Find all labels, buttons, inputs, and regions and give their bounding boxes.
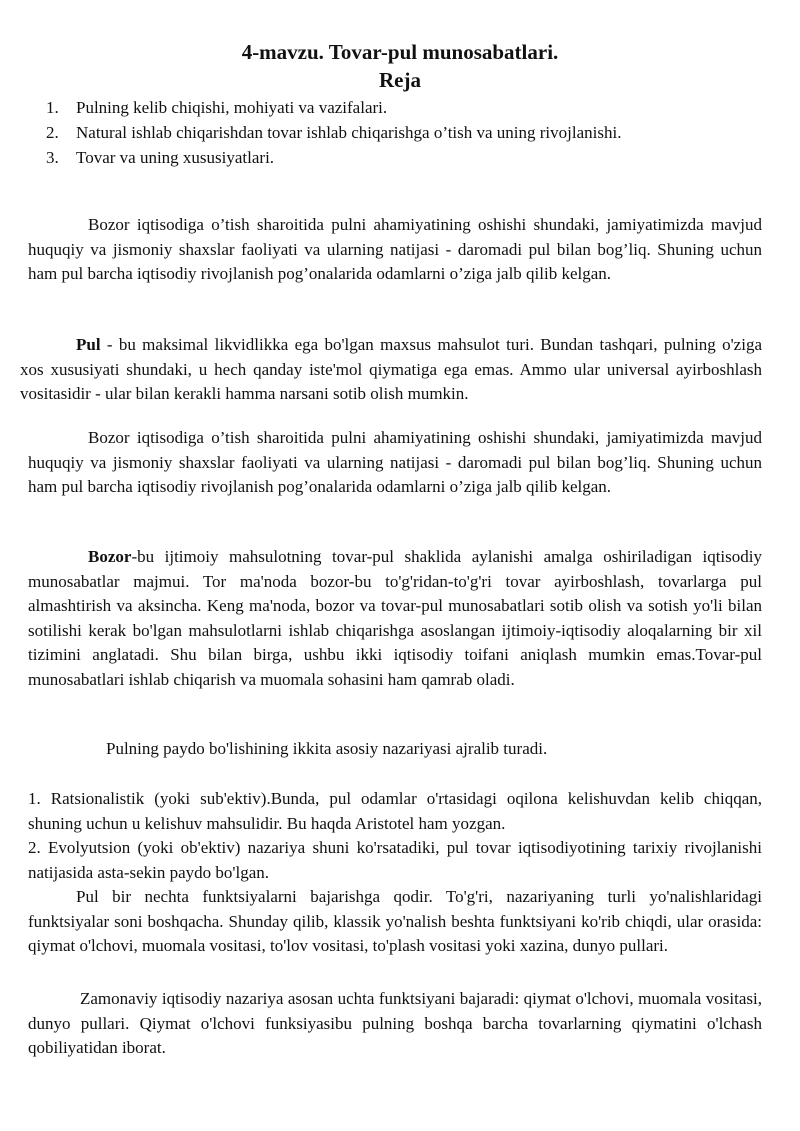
plan-item: [46, 120, 766, 145]
document-title: 4-mavzu. Tovar-pul munosabatlari.: [241, 40, 559, 64]
term-pul: Pul: [76, 335, 101, 354]
plan-item-text: Natural ishlab chiqarishdan tovar ishlab chiqarishga o’tish va uning rivojlanishi.: [76, 123, 622, 142]
paragraph-money-functions: Pul bir nechta funktsiyalarni bajarishga qodir. To'g'ri, nazariyaning turli yo'nalishlaridagi funktsiyalar soni boshqacha. Shunday qilib, klassik yo'nalish beshta funktsiyani ko'rib chiqdi, ular orasida: qiymat o'lchovi, muomala vositasi, to'lov vositasi, to'plash vositasi yoki xazina, dunyo pullari.: [28, 887, 762, 955]
paragraph-market-definition-text: -bu ijtimoiy mahsulotning tovar-pul shaklida aylanishi amalga oshiriladigan iqtisodiy munosabatlar majmui. Tor ma'noda bozor-bu to'g'ridan-to'g'ri tovar ayirboshlash, tovarlarga pul almashtirish va aksincha. Keng ma'noda, bozor va tovar-pul munosabatlari sotib olish va sotish yo'li bilan sotilishi kerak bo'lgan mahsulotlarni ishlab chiqarishga asoslangan ijtimoiy-iqtisodiy aloqalarning bir xil tizimini anglatadi. Shu bilan birga, ushbu ikki iqtisodiy toifani aniqlash mumkin emas.Tovar-pul munosabatlari ishlab chiqarish va muomala sohasini ham qamrab oladi.: [28, 547, 762, 689]
plan-item: [46, 95, 766, 120]
plan-item-number: 3.: [46, 148, 59, 167]
paragraph-market-transition-repeat: Bozor iqtisodiga o’tish sharoitida pulni ahamiyatining oshishi shundaki, jamiyatimizda mavjud huquqiy va jismoniy shaxslar faoliyati va ularning natijasi - daromadi pul bilan bog’liq. Shuning uchun ham pul barcha iqtisodiy rivojlanish pog’onalarida odamlarni o’ziga jalb qilib kelgan.: [28, 428, 762, 496]
plan-list: [46, 95, 766, 170]
paragraph-rationalistic-theory: 1. Ratsionalistik (yoki sub'ektiv).Bunda, pul odamlar o'rtasidagi oqilona kelishuvdan kelib chiqqan, shuning uchun u kelishuv mahsulidir. Bu haqda Aristotel ham yozgan.: [28, 789, 762, 833]
plan-item-number: 2.: [46, 123, 59, 142]
plan-item: [46, 145, 766, 170]
plan-item-text: Pulning kelib chiqishi, mohiyati va vazifalari.: [76, 98, 388, 117]
paragraph-money-definition-text: - bu maksimal likvidlikka ega bo'lgan maxsus mahsulot turi. Bundan tashqari, pulning o'ziga xos xususiyati shundaki, u hech qanday iste'mol qiymatiga ega emas. Ammo ular universal ayirboshlash vositasidir - ular bilan kerakli hamma narsani sotib olish mumkin.: [20, 335, 762, 403]
paragraph-market-definition: [28, 545, 762, 692]
plan-heading: Reja: [379, 68, 421, 92]
plan-item-number: 1.: [46, 98, 59, 117]
plan-item-text: Tovar va uning xususiyatlari.: [76, 148, 275, 167]
paragraph-theories-intro: Pulning paydo bo'lishining ikkita asosiy nazariyasi ajralib turadi.: [106, 739, 548, 758]
term-bozor: Bozor: [88, 547, 132, 566]
paragraph-evolutionary-theory: 2. Evolyutsion (yoki ob'ektiv) nazariya shuni ko'rsatadiki, pul tovar iqtisodiyotining tarixiy rivojlanishi natijasida asta-sekin paydo bo'lgan.: [28, 838, 762, 882]
paragraph-money-definition: [20, 333, 762, 407]
paragraph-market-transition: Bozor iqtisodiga o’tish sharoitida pulni ahamiyatining oshishi shundaki, jamiyatimizda mavjud huquqiy va jismoniy shaxslar faoliyati va ularning natijasi - daromadi pul bilan bog’liq. Shuning uchun ham pul barcha iqtisodiy rivojlanish pog’onalarida odamlarni o’ziga jalb qilib kelgan.: [28, 215, 762, 283]
paragraph-modern-theory: Zamonaviy iqtisodiy nazariya asosan uchta funktsiyani bajaradi: qiymat o'lchovi, muomala vositasi, dunyo pullari. Qiymat o'lchovi funksiyasibu pulning boshqa barcha tovarlarning qiymatini o'lchash qobiliyatidan iborat.: [28, 989, 762, 1057]
